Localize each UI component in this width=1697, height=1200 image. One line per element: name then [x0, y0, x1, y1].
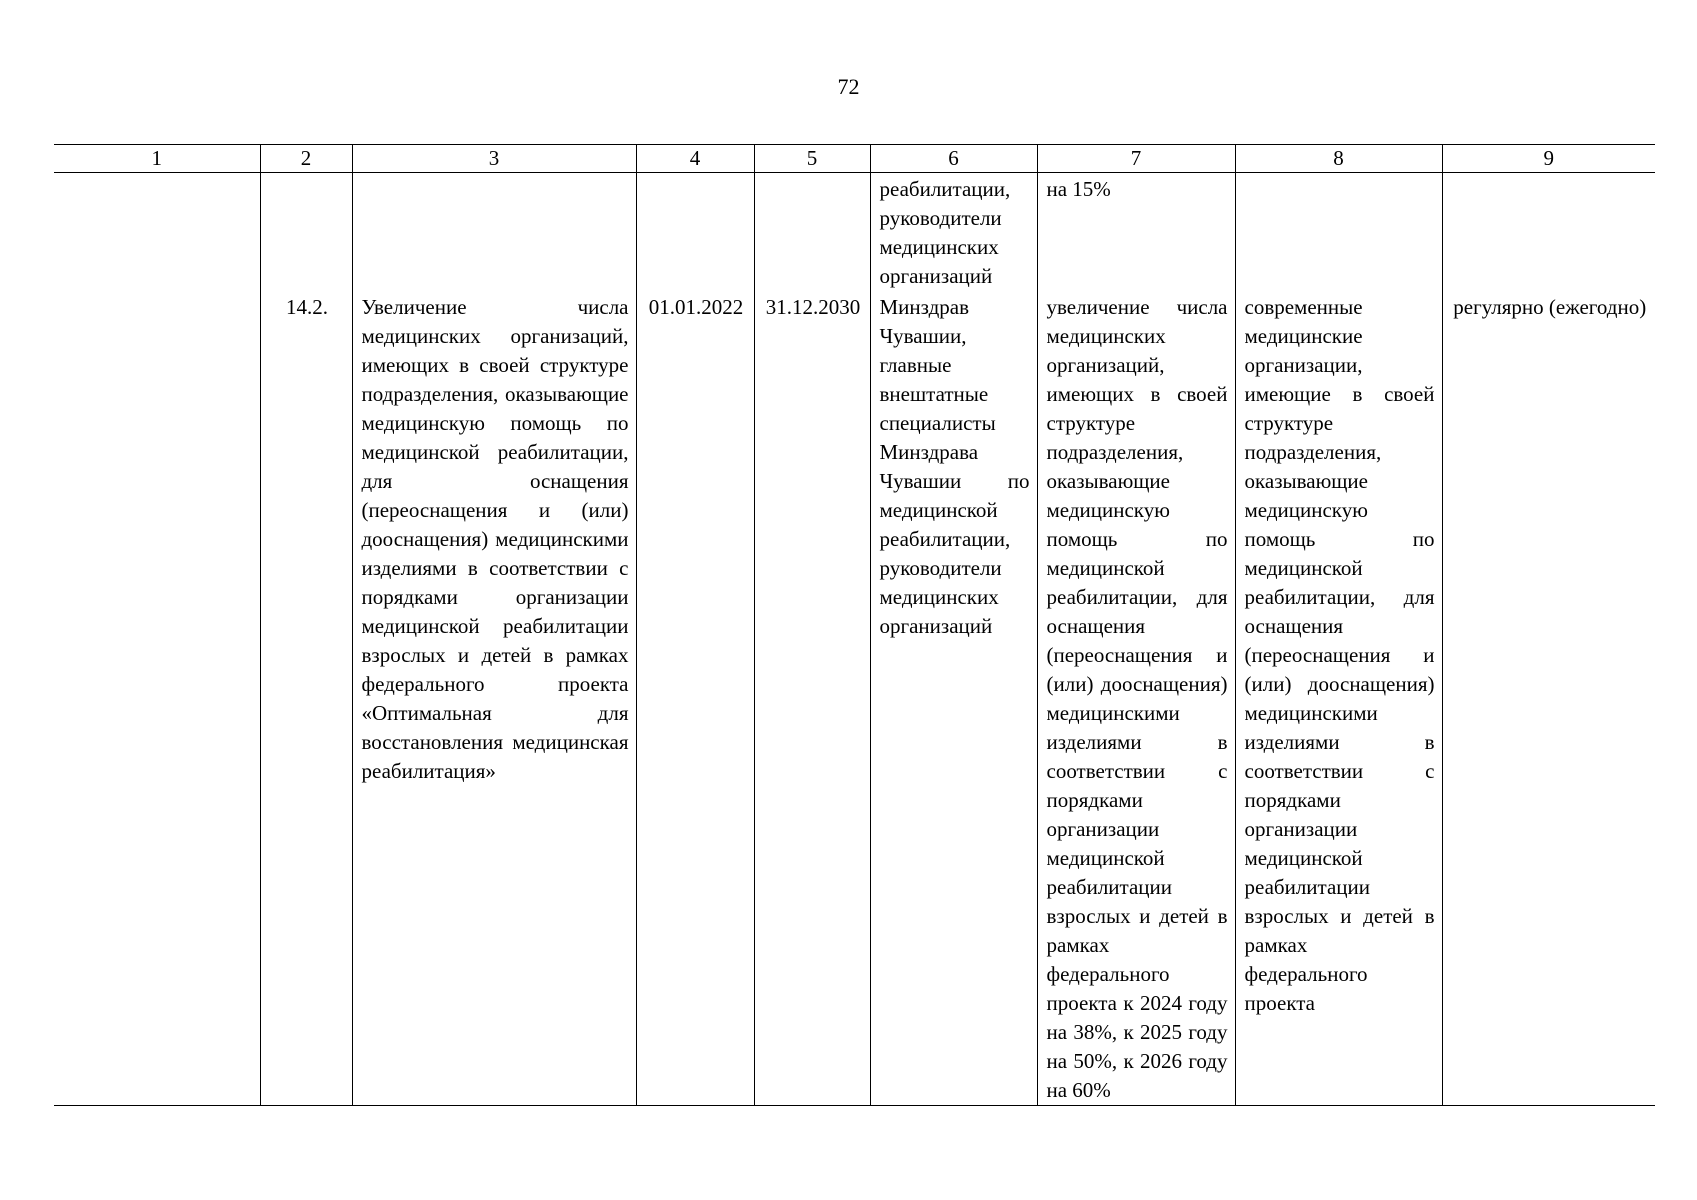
expected-result: увеличение числа медицинских организаций, имеющих в своей структуре подразделения, оказывающие медицинскую помощь по медицинской реабилитации, для оснащения (переоснащения и (или) дооснащения) медицинскими изделиями в соответствии с порядками организации медицинской реабилитации взрослых и детей в рамках федерального проекта к 2024 году на 38%, к 2025 году на 50%, к 2026 году на 60%: [1037, 291, 1235, 1106]
column-header-7: 7: [1037, 145, 1235, 173]
continuation-row: [54, 173, 1655, 292]
column-header-5: 5: [754, 145, 870, 173]
table-row-14-2: [54, 291, 1655, 1106]
column-header-1: 1: [54, 145, 260, 173]
page-number: 72: [837, 74, 860, 99]
cont-responsible-cell: реабилитации, руководители медицинских организаций: [870, 173, 1037, 292]
column-header-3: 3: [352, 145, 636, 173]
measures-table: [54, 144, 1655, 1106]
column-header-9: 9: [1442, 145, 1655, 173]
responsible-executors: Минздрав Чувашии, главные внештатные специалисты Минздрава Чувашии по медицинской реабилитации, руководители медицинских организаций: [870, 291, 1037, 1106]
row-number: 14.2.: [260, 291, 352, 1106]
column-number-row: [54, 145, 1655, 173]
cont-cell-2: [260, 173, 352, 292]
row-14-2-cell-1: [54, 291, 260, 1106]
cont-cell-8: [1235, 173, 1442, 292]
column-header-6: 6: [870, 145, 1037, 173]
cont-cell-3: [352, 173, 636, 292]
cont-cell-5: [754, 173, 870, 292]
column-header-2: 2: [260, 145, 352, 173]
end-date: 31.12.2030: [754, 291, 870, 1106]
column-header-4: 4: [636, 145, 754, 173]
cont-cell-1: [54, 173, 260, 292]
column-header-8: 8: [1235, 145, 1442, 173]
start-date: 01.01.2022: [636, 291, 754, 1106]
cont-result-cell: на 15%: [1037, 173, 1235, 292]
activity-description: Увеличение числа медицинских организаций, имеющих в своей структуре подразделения, оказывающие медицинскую помощь по медицинской реабилитации, для оснащения (переоснащения и (или) дооснащения) медицинскими изделиями в соответствии с порядками организации медицинской реабилитации взрослых и детей в рамках федерального проекта «Оптимальная для восстановления медицинская реабилитация»: [352, 291, 636, 1106]
cont-cell-9: [1442, 173, 1655, 292]
frequency: регулярно (ежегодно): [1442, 291, 1655, 1106]
target-indicator: современные медицинские организации, имеющие в своей структуре подразделения, оказывающие медицинскую помощь по медицинской реабилитации, для оснащения (переоснащения и (или) дооснащения) медицинскими изделиями в соответствии с порядками организации медицинской реабилитации взрослых и детей в рамках федерального проекта: [1235, 291, 1442, 1106]
cont-cell-4: [636, 173, 754, 292]
